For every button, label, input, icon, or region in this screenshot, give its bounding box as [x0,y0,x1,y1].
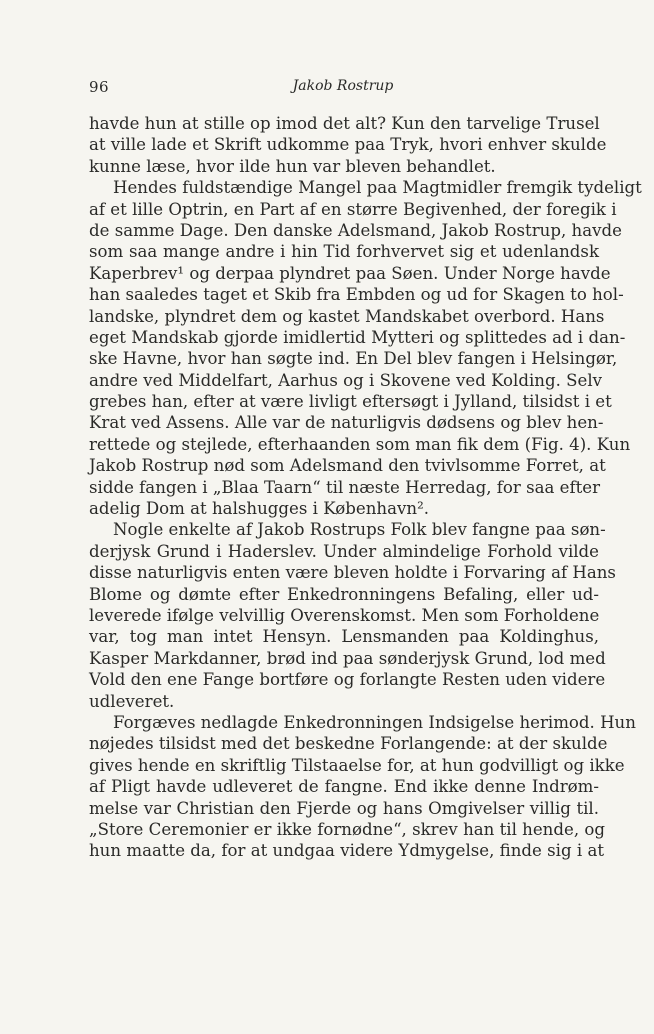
text-line: gives hende en skriftlig Tilstaaelse for, at hun godvilligt og ikke [89,755,625,775]
text-line: disse naturligvis enten være bleven holdte i Forvaring af Hans [89,563,616,583]
paragraph [89,712,636,862]
paragraph [89,519,616,712]
text-line: udleveret. [89,691,175,711]
text-line: han saaledes taget et Skib fra Embden og ud for Skagen to hol- [89,285,624,305]
text-line: leverede ifølge velvillig Overenskomst. Men som Forholdene [89,605,600,625]
text-line: hun maatte da, for at undgaa videre Ydmygelse, finde sig i at [89,841,605,861]
body-text [89,113,642,862]
text-line: Vold den ene Fange bortføre og forlangte Resten uden videre [89,670,606,690]
text-line: Kasper Markdanner, brød ind paa sønderjysk Grund, lod med [89,648,606,668]
text-line: nøjedes tilsidst med det beskedne Forlangende: at der skulde [89,734,608,754]
text-line: at ville lade et Skrift udkomme paa Tryk, hvori enhver skulde [89,135,607,155]
page-header [89,78,597,100]
text-line: rettede og stejlede, efterhaanden som man fik dem (Fig. 4). Kun [89,434,631,454]
text-line: Forgæves nedlagde Enkedronningen Indsigelse herimod. Hun [113,712,636,732]
text-line: „Store Ceremonier er ikke fornødne“, skrev han til hende, og [89,819,605,839]
text-line: ske Havne, hvor han søgte ind. En Del blev fangen i Helsingør, [89,349,618,369]
text-line: Hendes fuldstændige Mangel paa Magtmidler fremgik tydeligt [113,178,642,198]
paragraph [89,177,642,519]
text-line: sidde fangen i „Blaa Taarn“ til næste Herredag, for saa efter [89,477,601,497]
text-line: kunne læse, hvor ilde hun var bleven behandlet. [89,156,496,176]
text-line: som saa mange andre i hin Tid forhvervet sig et udenlandsk [89,242,599,262]
text-line: grebes han, efter at være livligt eftersøgt i Jylland, tilsidst i et [89,392,612,412]
text-line: Kaperbrev¹ og derpaa plyndret paa Søen. Under Norge havde [89,263,611,283]
text-line: af et lille Optrin, en Part af en større Begivenhed, der foregik i [89,199,617,219]
text-line: de samme Dage. Den danske Adelsmand, Jakob Rostrup, havde [89,220,622,240]
text-line: Nogle enkelte af Jakob Rostrups Folk blev fangne paa søn- [113,520,606,540]
text-line: melse var Christian den Fjerde og hans Omgivelser villig til. [89,798,599,818]
text-line: landske, plyndret dem og kastet Mandskabet overbord. Hans [89,306,605,326]
text-line: havde hun at stille op imod det alt? Kun den tarvelige Trusel [89,114,600,133]
text-line: andre ved Middelfart, Aarhus og i Skovene ved Kolding. Selv [89,370,603,390]
running-title: Jakob Rostrup [292,78,394,94]
page-number: 96 [89,78,110,96]
text-line: adelig Dom at halshugges i København². [89,499,429,519]
text-line: var, tog man intet Hensyn. Lensmanden paa Koldinghus, [89,627,599,647]
paragraph [89,113,607,177]
text-line: Blome og dømte efter Enkedronningens Befaling, eller ud- [89,584,599,604]
text-line: eget Mandskab gjorde imidlertid Mytteri og splittedes ad i dan- [89,327,626,347]
text-line: Jakob Rostrup nød som Adelsmand den tvivlsomme Forret, at [89,456,606,476]
text-line: af Pligt havde udleveret de fangne. End ikke denne Indrøm- [89,777,599,797]
text-line: Krat ved Assens. Alle var de naturligvis dødsens og blev hen- [89,413,604,433]
text-line: derjysk Grund i Haderslev. Under almindelige Forhold vilde [89,541,599,561]
